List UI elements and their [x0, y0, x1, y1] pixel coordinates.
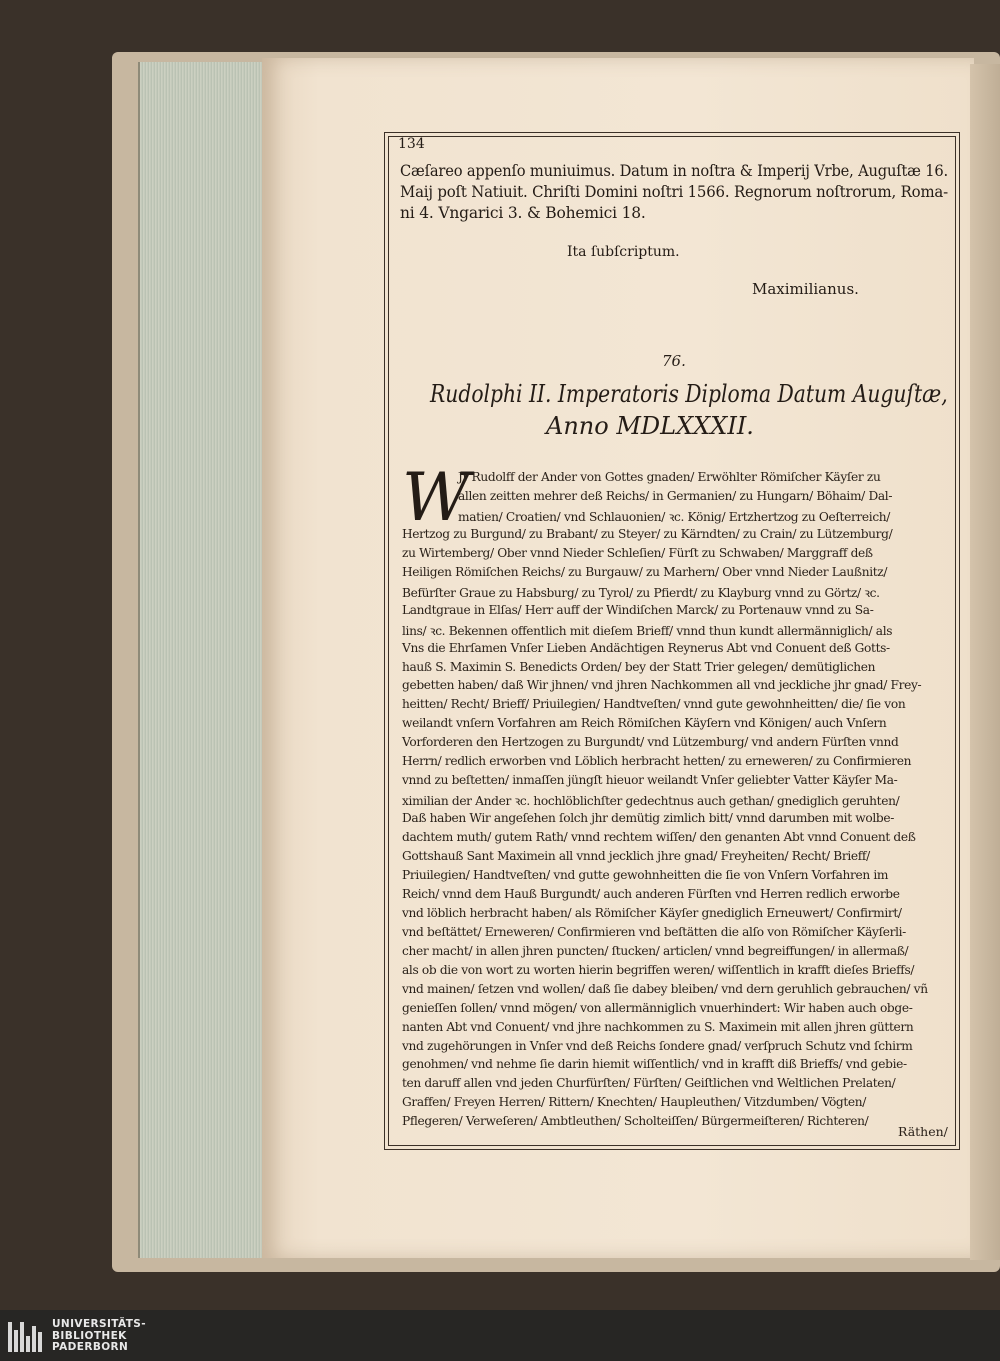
library-line-3: PADERBORN: [52, 1341, 129, 1353]
body-line: vnd zugehörungen in Vnſer vnd deß Reichs ſondere gnad/ verſpruch Schutz vnd ſchirm: [402, 1038, 913, 1053]
facing-page-edge: [970, 64, 1000, 1260]
latin-line-2: Maij poſt Natiuit. Chriſti Domini noſtri 1566. Regnorum noſtrorum, Roma-: [400, 183, 948, 201]
library-logo-icon: [8, 1320, 44, 1352]
body-line: Priuilegien/ Handtveſten/ vnd gutte gewohnheitten die ſie von Vnſern Vorfahren im: [402, 867, 889, 882]
heading-line-1: Rudolphi II. Imperatoris Diploma Datum Auguſtæ,: [430, 380, 948, 408]
body-line: nanten Abt vnd Conuent/ vnd jhre nachkommen zu S. Maximein mit allen jhren güttern: [402, 1019, 914, 1034]
body-line: heitten/ Recht/ Brieff/ Priuilegien/ Handtveſten/ vnnd gute gewohnheitten/ die/ ſie von: [402, 697, 906, 712]
body-line: ximilian der Ander ꝛc. hochlöblichſter gedechtnus auch gethan/ gnediglich geruhten/: [402, 794, 900, 809]
library-footer: [0, 1310, 1000, 1361]
body-line: Vns die Ehrſamen Vnſer Lieben Andächtigen Reynerus Abt vnd Conuent deß Gotts-: [402, 640, 890, 655]
body-line: allen zeitten mehrer deß Reichs/ in Germanien/ zu Hungarn/ Böhaim/ Dal-: [458, 488, 893, 503]
body-line: genohmen/ vnd nehme ſie darin hiemit wiſſentlich/ vnd in krafft diß Brieffs/ vnd gebie-: [402, 1057, 907, 1072]
body-line: hauß S. Maximin S. Benedicts Orden/ bey der Statt Trier gelegen/ demütiglichen: [402, 659, 876, 674]
body-line: Herrn/ redlich erworben vnd Löblich herbracht hetten/ zu erneweren/ zu Confirmieren: [402, 754, 912, 769]
body-line: gebetten haben/ daß Wir jhnen/ vnd jhren Nachkommen all vnd jeckliche jhr gnad/ Frey-: [402, 678, 922, 693]
body-line: vnd löblich herbracht haben/ als Römiſcher Käyſer gnediglich Erneuwert/ Confirmirt/: [402, 905, 902, 920]
drop-cap: W: [402, 459, 470, 536]
page-edges: [138, 62, 270, 1258]
body-line: Reich/ vnnd dem Hauß Burgundt/ auch anderen Fürſten vnd Herren redlich erworbe: [402, 886, 900, 901]
body-line: Vorforderen den Hertzogen zu Burgundt/ vnd Lützemburg/ vnd andern Fürſten vnnd: [402, 735, 899, 750]
latin-line-3: ni 4. Vngarici 3. & Bohemici 18.: [400, 204, 646, 222]
body-line: Daß haben Wir angeſehen ſolch jhr demütig zimlich bitt/ vnnd darumben mit wolbe-: [402, 811, 894, 826]
signature: Maximilianus.: [752, 280, 859, 298]
library-line-2: BIBLIOTHEK: [52, 1329, 127, 1342]
body-line: ten daruff allen vnd jeden Churfürſten/ Fürſten/ Geiſtlichen vnd Weltlichen Prelaten/: [402, 1076, 896, 1091]
body-line: zu Wirtemberg/ Ober vnnd Nieder Schleſien/ Fürſt zu Schwaben/ Marggraff deß: [402, 545, 873, 560]
body-line: Hertzog zu Burgund/ zu Brabant/ zu Steyer/ zu Kärndten/ zu Crain/ zu Lützemburg/: [402, 526, 893, 541]
document-number: 76.: [662, 352, 686, 370]
body-line: Heiligen Römiſchen Reichs/ zu Burgauw/ zu Marhern/ Ober vnnd Nieder Laußnitz/: [402, 564, 888, 579]
body-line: Gottshauß Sant Maximein all vnnd jecklich jhre gnad/ Freyheiten/ Recht/ Brieff/: [402, 849, 870, 863]
ita-subscriptum: Ita ſubſcriptum.: [567, 244, 680, 260]
catchword: Räthen/: [898, 1124, 948, 1139]
body-line: als ob die von wort zu worten hierin begriffen weren/ wiſſentlich in krafft dieſes Brieffs/: [402, 962, 915, 977]
body-line: lins/ ꝛc. Bekennen offentlich mit dieſem Brieff/ vnnd thun kundt allermänniglich/ als: [402, 623, 893, 638]
latin-line-1: Cæſareo appenſo muniuimus. Datum in noſtra & Imperij Vrbe, Auguſtæ 16.: [400, 162, 948, 180]
body-line: Landtgraue in Elſas/ Herr auff der Windiſchen Marck/ zu Portenauw vnnd zu Sa-: [402, 602, 874, 617]
body-line: vnnd zu beſtetten/ inmaſſen jüngſt hieuor weilandt Vnſer geliebter Vatter Käyſer Ma-: [402, 773, 898, 788]
body-line: genieſſen ſollen/ vnnd mögen/ von allermänniglich vnuerhindert: Wir haben auch obge-: [402, 1000, 913, 1015]
body-line: vnd beſtättet/ Erneweren/ Confirmieren vnd beſtätten die alſo von Römiſcher Käyſerli-: [402, 924, 906, 939]
page-number: 134: [398, 136, 425, 152]
heading-line-2: Anno MDLXXXII.: [546, 412, 754, 440]
library-line-1: UNIVERSITÄTS-: [52, 1318, 147, 1330]
body-line: weilandt vnſern Vorfahren am Reich Römiſchen Käyſern vnd Königen/ auch Vnſern: [402, 716, 887, 731]
body-line: Befürſter Graue zu Habsburg/ zu Tyrol/ zu Pfierdt/ zu Klayburg vnnd zu Görtz/ ꝛc.: [402, 585, 880, 600]
body-line: cher macht/ in allen jhren puncten/ ſtucken/ articlen/ vnnd begreiffungen/ in allermaß/: [402, 943, 909, 958]
body-line: Jr Rudolff der Ander von Gottes gnaden/ Erwöhlter Römiſcher Käyſer zu: [458, 470, 881, 484]
body-line: Graffen/ Freyen Herren/ Rittern/ Knechten/ Haupleuthen/ Vitzdumben/ Vögten/: [402, 1095, 867, 1110]
body-line: vnd mainen/ ſetzen vnd wollen/ daß ſie dabey bleiben/ vnd dern geruhlich gebrauchen/ vñ: [402, 981, 928, 996]
library-name: [52, 1319, 146, 1354]
body-line: dachtem muth/ gutem Rath/ vnnd rechtem wiſſen/ den genanten Abt vnnd Conuent deß: [402, 830, 916, 845]
body-line: Pflegeren/ Verweſeren/ Ambtleuthen/ Scholteiſſen/ Bürgermeiſteren/ Richteren/: [402, 1114, 869, 1129]
body-line: matien/ Croatien/ vnd Schlauonien/ ꝛc. König/ Ertzhertzog zu Oeſterreich/: [458, 509, 891, 524]
